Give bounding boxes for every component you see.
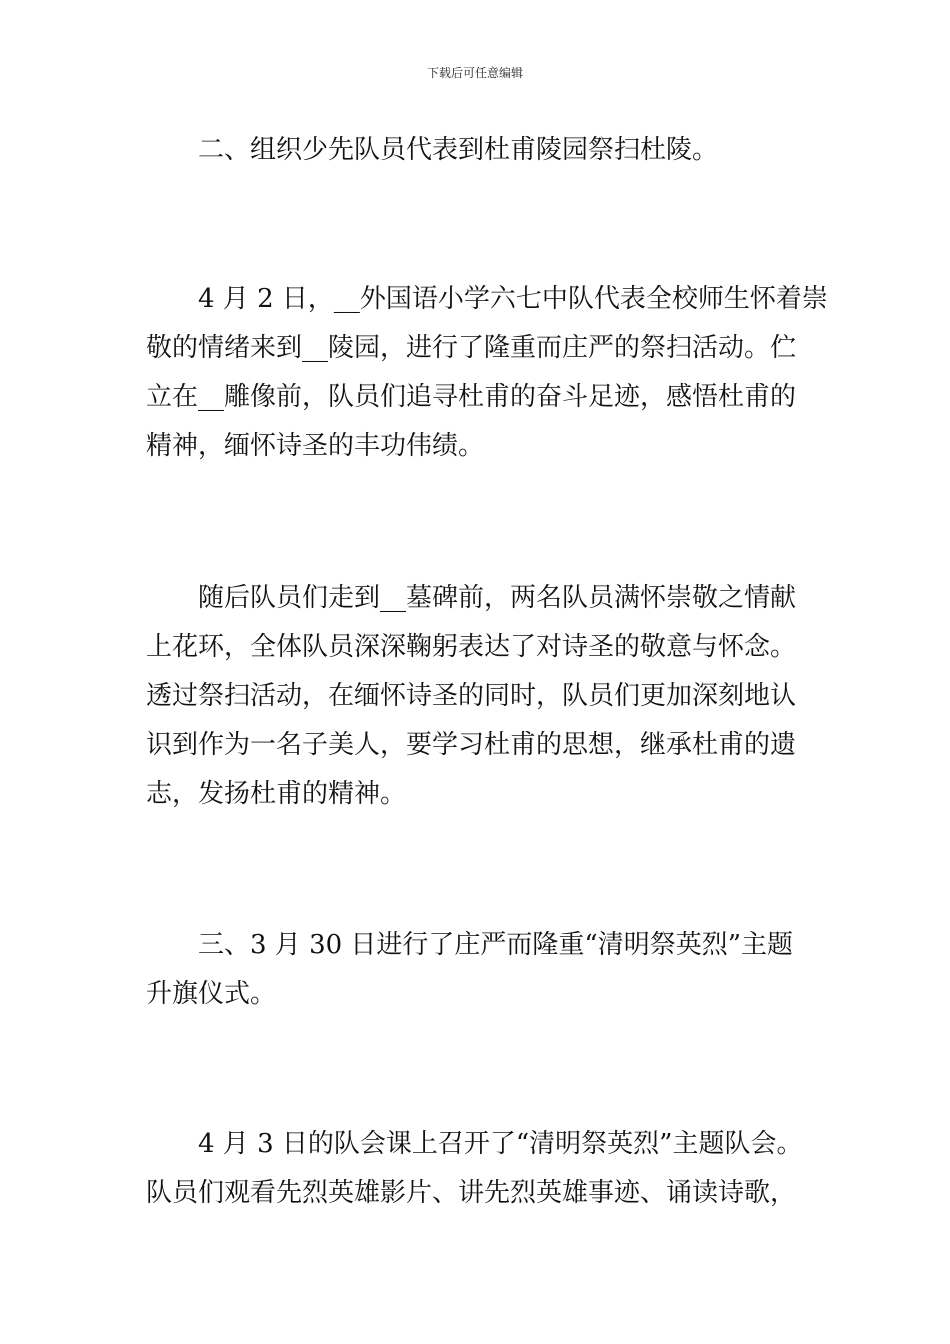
paragraph-line: 识到作为一名子美人，要学习杜甫的思想，继承杜甫的遗 — [146, 730, 797, 760]
paragraph-4 — [146, 921, 793, 1019]
paragraph-line: 透过祭扫活动，在缅怀诗圣的同时，队员们更加深刻地认 — [146, 681, 797, 711]
paragraph-line: 三、3 月 30 日进行了庄严而隆重“清明祭英烈”主题 — [198, 930, 794, 960]
paragraph-line: 上花环，全体队员深深鞠躬表达了对诗圣的敬意与怀念。 — [146, 632, 797, 662]
paragraph-line: 队员们观看先烈英雄影片、讲先烈英雄事迹、诵读诗歌， — [146, 1178, 797, 1208]
paragraph-line: 立在__雕像前，队员们追寻杜甫的奋斗足迹，感悟杜甫的 — [146, 382, 797, 412]
paragraph-3 — [146, 574, 796, 819]
paragraph-line: 随后队员们走到__墓碑前，两名队员满怀崇敬之情献 — [198, 583, 797, 613]
paragraph-line: 敬的情绪来到__陵园，进行了隆重而庄严的祭扫活动。伫 — [146, 333, 797, 363]
paragraph-2 — [146, 275, 828, 471]
paragraph-5 — [146, 1120, 802, 1218]
paragraph-line: 升旗仪式。 — [146, 979, 277, 1009]
paragraph-line: 精神，缅怀诗圣的丰功伟绩。 — [146, 431, 485, 461]
paragraph-line: 二、组织少先队员代表到杜甫陵园祭扫杜陵。 — [198, 135, 719, 165]
paragraph-line: 4 月 2 日，__外国语小学六七中队代表全校师生怀着崇 — [198, 284, 828, 314]
paragraph-line: 4 月 3 日的队会课上召开了“清明祭英烈”主题队会。 — [198, 1129, 803, 1159]
paragraph-1 — [146, 126, 718, 175]
paragraph-line: 志，发扬杜甫的精神。 — [146, 779, 407, 809]
page-header: 下载后可任意编辑 — [426, 66, 523, 80]
